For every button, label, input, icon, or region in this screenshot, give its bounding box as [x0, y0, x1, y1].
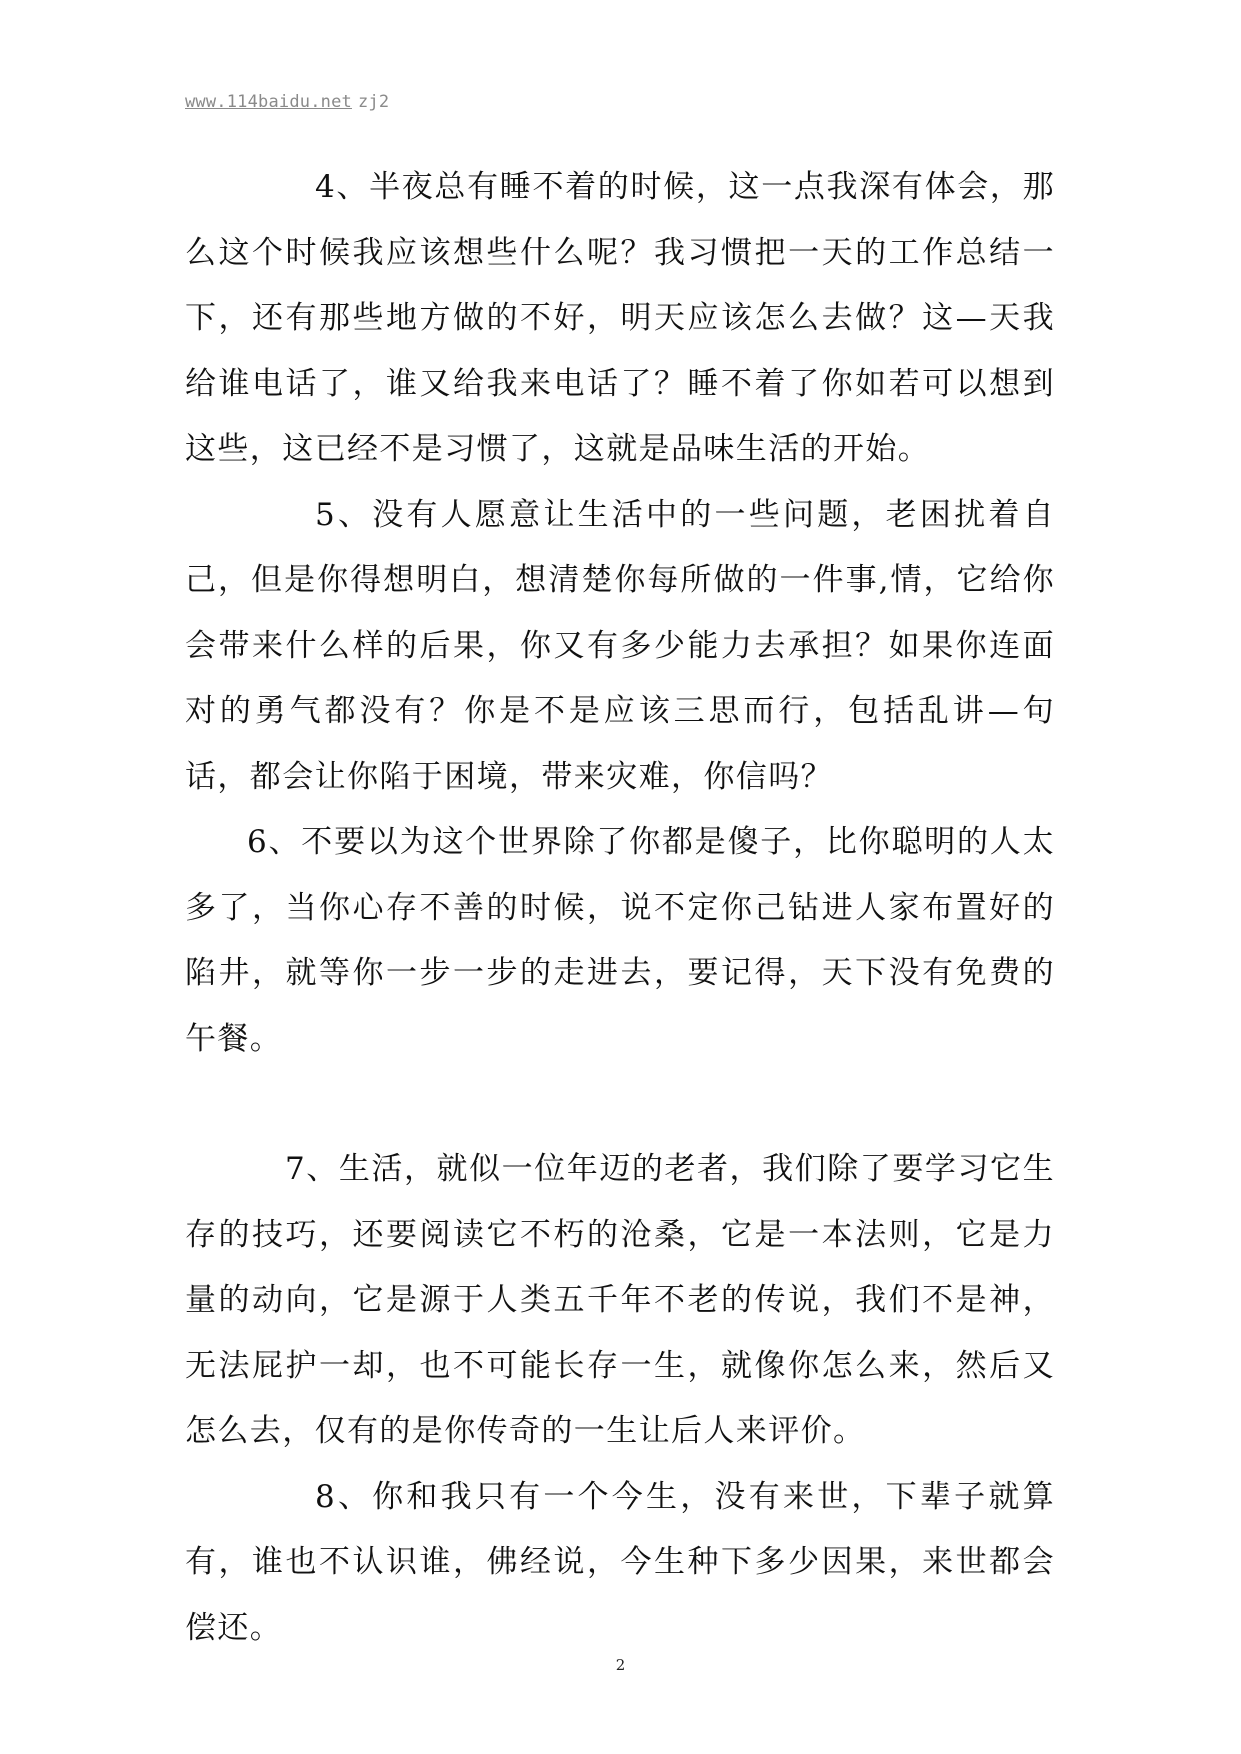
- paragraph-8: 8、你和我只有一个今生，没有来世，下辈子就算有，谁也不认识谁，佛经说，今生种下多少因果，来世都会偿还。: [185, 1478, 1055, 1646]
- page-header: [185, 92, 389, 112]
- paragraph-5: 5、没有人愿意让生活中的一些问题，老困扰着自己，但是你得想明白，想清楚你每所做的一件事,情，它给你会带来什么样的后果，你又有多少能力去承担？如果你连面对的勇气都没有？你是不是应该三思而行，包括乱讲—句话，都会让你陷于困境，带来灾难，你信吗？: [185, 496, 1055, 795]
- paragraph-4: 4、半夜总有睡不着的时候，这一点我深有体会，那么这个时候我应该想些什么呢？我习惯把一天的工作总结一下，还有那些地方做的不好，明天应该怎么去做？这—天我给谁电话了，谁又给我来电话了？睡不着了你如若可以想到这些，这已经不是习惯了，这就是品味生活的开始。: [185, 169, 1055, 467]
- document-body: [185, 155, 1055, 1661]
- header-code: zj2: [357, 92, 390, 112]
- header-url-link[interactable]: www.114baidu.net: [185, 92, 352, 112]
- paragraph-spacer: [185, 1072, 1055, 1137]
- page-number: 2: [615, 1656, 626, 1674]
- paragraph-6: 6、不要以为这个世界除了你都是傻子，比你聪明的人太多了，当你心存不善的时候，说不定你己钻进人家布置好的陷井，就等你一步一步的走进去，要记得，天下没有免费的午餐。: [185, 824, 1055, 1057]
- paragraph-7: 7、生活，就似一位年迈的老者，我们除了要学习它生存的技巧，还要阅读它不朽的沧桑，它是一本法则，它是力量的动向，它是源于人类五千年不老的传说，我们不是神，无法屁护一却，也不可能长存一生，就像你怎么来，然后又怎么去，仅有的是你传奇的一生让后人来评价。: [185, 1151, 1055, 1449]
